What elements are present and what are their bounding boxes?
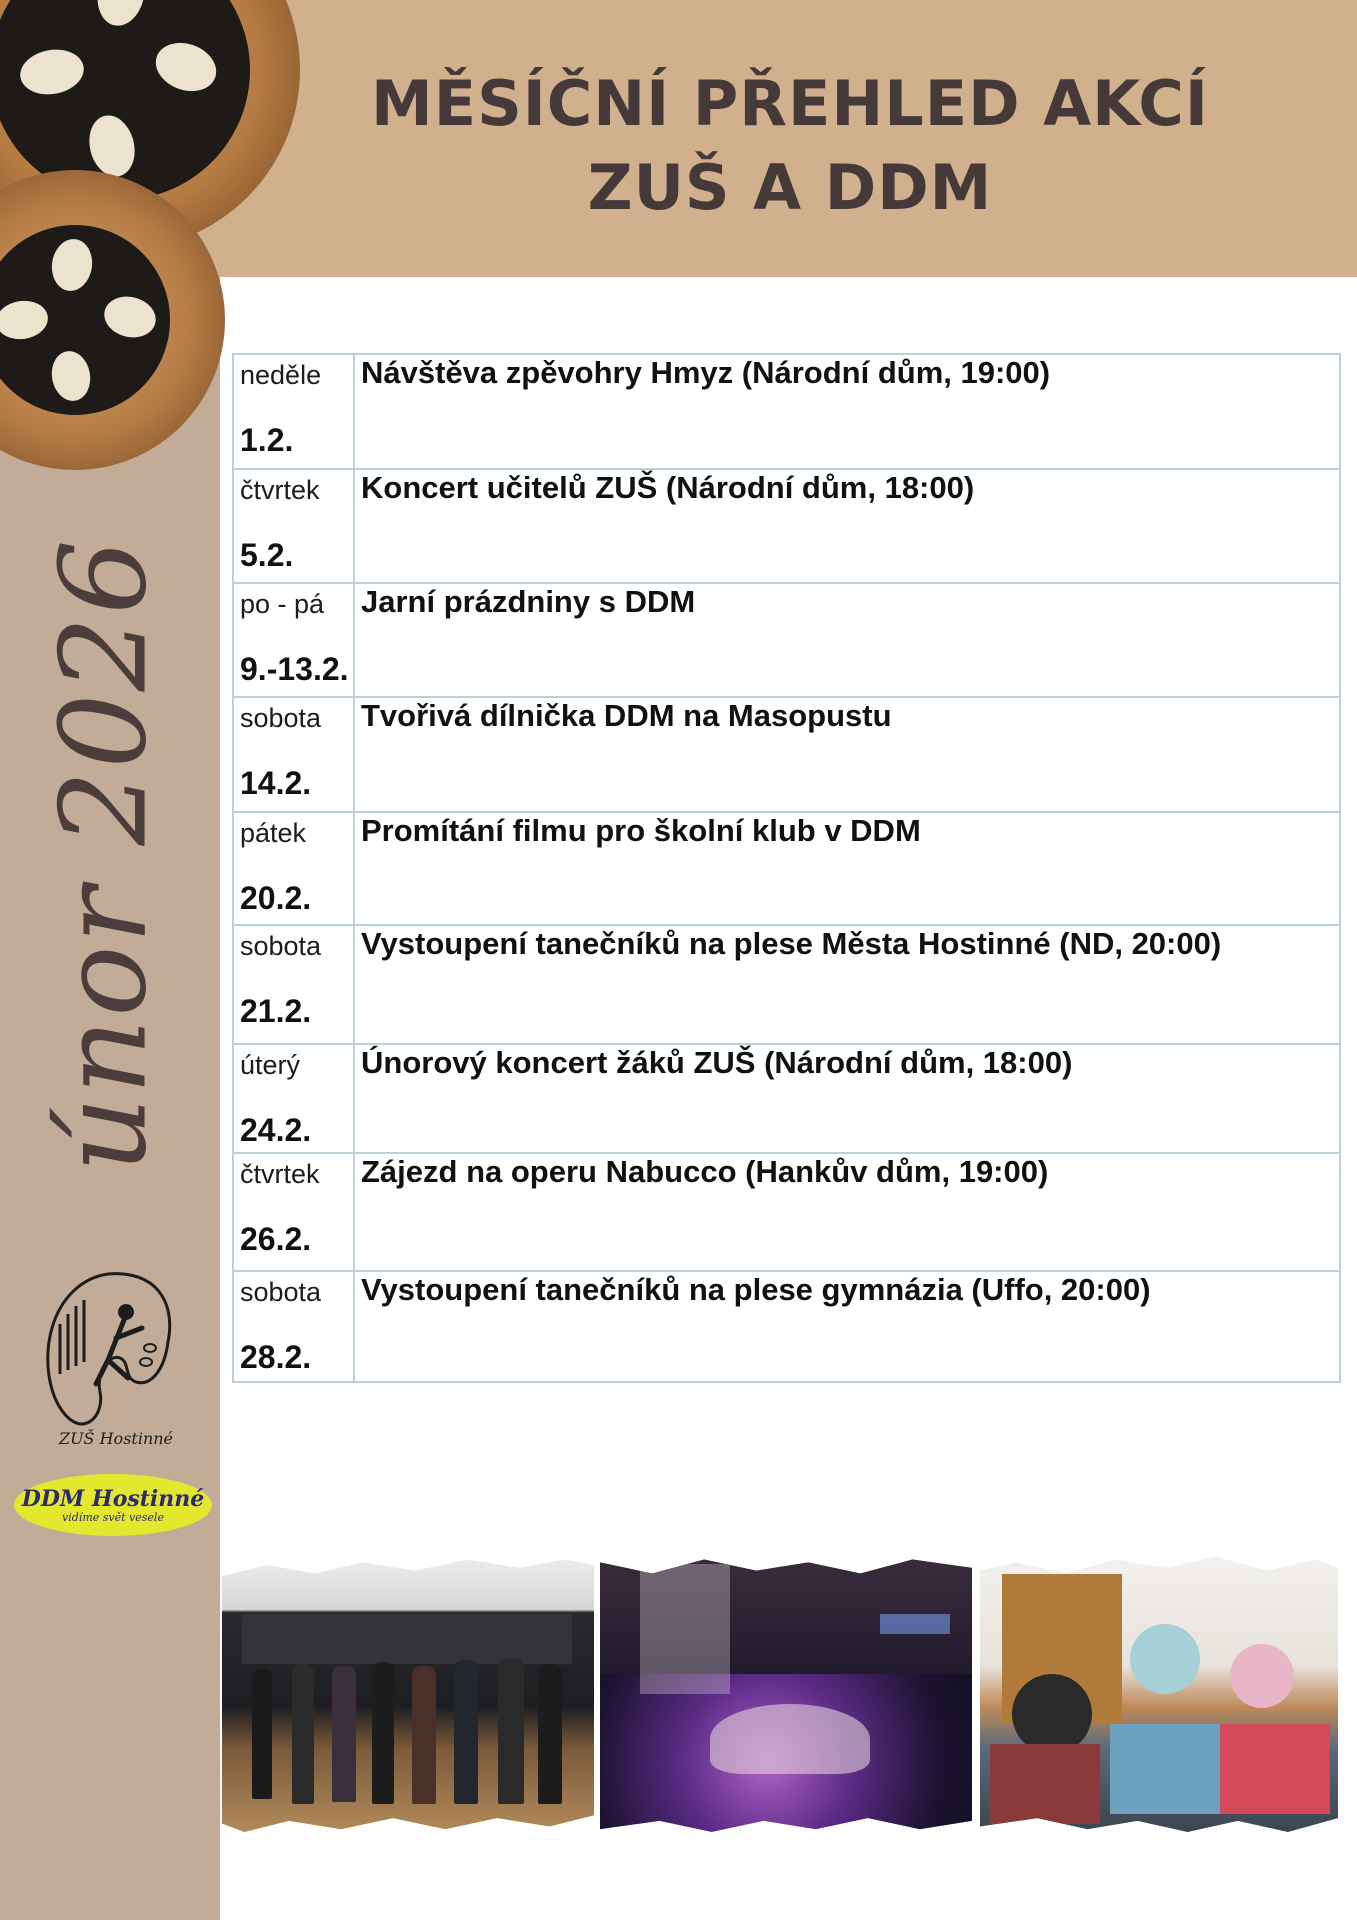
event-row	[233, 583, 1340, 697]
workshop-photo	[980, 1554, 1338, 1832]
ddm-logo-name: DDM Hostinné	[21, 1485, 205, 1512]
event-cell	[354, 812, 1340, 925]
event-day: pátek	[240, 818, 307, 848]
ddm-logo-slogan: vidíme svět vesele	[62, 1510, 164, 1524]
event-date: 5.2.	[240, 537, 294, 573]
event-day: sobota	[240, 703, 322, 733]
date-cell	[233, 1153, 354, 1271]
date-cell	[233, 354, 354, 469]
event-title: Únorový koncert žáků ZUŠ (Národní dům, 18:00)	[361, 1045, 1073, 1080]
dance-photo	[600, 1554, 972, 1832]
event-cell	[354, 1044, 1340, 1153]
title-line-1: MĚSÍČNÍ PŘEHLED AKCÍ	[371, 67, 1209, 140]
event-day: sobota	[240, 1277, 322, 1307]
date-cell	[233, 469, 354, 583]
event-date: 14.2.	[240, 765, 312, 801]
event-date: 1.2.	[240, 422, 294, 458]
event-title: Vystoupení tanečníků na plese gymnázia (Uffo, 20:00)	[361, 1272, 1151, 1307]
event-title: Jarní prázdniny s DDM	[361, 584, 696, 619]
event-day: neděle	[240, 360, 322, 390]
event-row	[233, 469, 1340, 583]
date-cell	[233, 1044, 354, 1153]
event-title: Vystoupení tanečníků na plese Města Hostinné (ND, 20:00)	[361, 926, 1222, 961]
ddm-logo	[14, 1474, 212, 1536]
event-cell	[354, 925, 1340, 1044]
event-title: Návštěva zpěvohry Hmyz (Národní dům, 19:00)	[361, 355, 1051, 390]
event-cell	[354, 583, 1340, 697]
event-cell	[354, 469, 1340, 583]
date-cell	[233, 925, 354, 1044]
event-row	[233, 1271, 1340, 1382]
event-date: 28.2.	[240, 1339, 312, 1375]
event-cell	[354, 1153, 1340, 1271]
event-date: 24.2.	[240, 1112, 312, 1148]
event-day: po - pá	[240, 589, 325, 619]
event-row	[233, 354, 1340, 469]
event-title: Koncert učitelů ZUŠ (Národní dům, 18:00)	[361, 470, 975, 505]
event-day: úterý	[240, 1050, 301, 1080]
event-day: sobota	[240, 931, 322, 961]
event-title: Tvořivá dílnička DDM na Masopustu	[361, 698, 892, 733]
event-day: čtvrtek	[240, 1159, 320, 1189]
event-cell	[354, 354, 1340, 469]
event-date: 20.2.	[240, 880, 312, 916]
date-cell	[233, 697, 354, 812]
page-title	[260, 62, 1320, 230]
date-cell	[233, 583, 354, 697]
event-row	[233, 925, 1340, 1044]
event-title: Zájezd na operu Nabucco (Hankův dům, 19:00)	[361, 1154, 1049, 1189]
date-cell	[233, 1271, 354, 1382]
zus-logo-text: ZUŠ Hostinné	[58, 1429, 174, 1448]
zus-logo	[38, 1262, 178, 1452]
event-title: Promítání filmu pro školní klub v DDM	[361, 813, 921, 848]
event-day: čtvrtek	[240, 475, 320, 505]
event-date: 26.2.	[240, 1221, 312, 1257]
concert-photo	[222, 1554, 594, 1832]
event-date: 21.2.	[240, 993, 312, 1029]
event-cell	[354, 697, 1340, 812]
month-text: únor 2026	[35, 537, 174, 1173]
event-row	[233, 812, 1340, 925]
event-row	[233, 1044, 1340, 1153]
month-label	[35, 537, 174, 1173]
events-table	[232, 353, 1341, 1383]
title-line-2: ZUŠ A DDM	[587, 151, 993, 224]
event-date: 9.-13.2.	[240, 651, 349, 687]
event-cell	[354, 1271, 1340, 1382]
event-row	[233, 1153, 1340, 1271]
date-cell	[233, 812, 354, 925]
event-row	[233, 697, 1340, 812]
